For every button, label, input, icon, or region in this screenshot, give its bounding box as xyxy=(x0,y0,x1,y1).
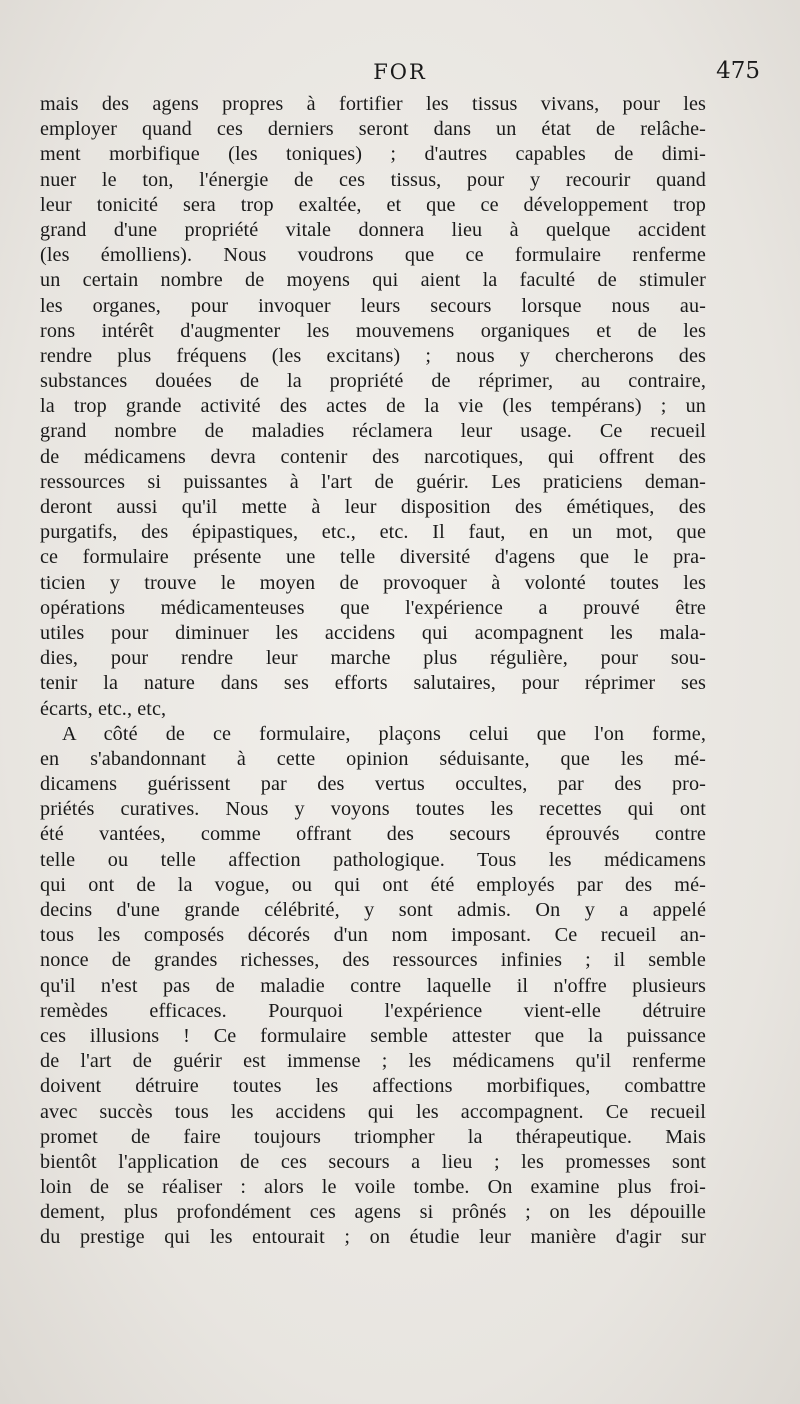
text-line: nuer le ton, l'énergie de ces tissus, pour y recourir quand xyxy=(40,168,706,191)
text-line: ce formulaire présente une telle diversité d'agens que le pra- xyxy=(40,546,706,569)
text-line: deront aussi qu'il mette à leur disposition des émétiques, des xyxy=(40,496,706,518)
text-line: doivent détruire toutes les affections morbifiques, combattre xyxy=(40,1075,706,1098)
text-line: mais des agens propres à fortifier les tissus vivans, pour les xyxy=(40,93,706,115)
body-text xyxy=(40,92,706,1251)
text-line: rendre plus fréquens (les excitans) ; nous y chercherons des xyxy=(40,344,706,367)
text-line: promet de faire toujours triompher la thérapeutique. Mais xyxy=(40,1125,706,1148)
paragraph-start-line: A côté de ce formulaire, plaçons celui que l'on forme, xyxy=(62,722,706,745)
text-line: telle ou telle affection pathologique. Tous les médicamens xyxy=(40,848,706,871)
text-line: les organes, pour invoquer leurs secours lorsque nous au- xyxy=(40,294,706,317)
text-line: qu'il n'est pas de maladie contre laquelle il n'offre plusieurs xyxy=(40,974,706,997)
text-line: été vantées, comme offrant des secours éprouvés contre xyxy=(40,823,706,846)
text-line: de médicamens devra contenir des narcotiques, qui offrent des xyxy=(40,445,706,468)
text-line: tenir la nature dans ses efforts salutaires, pour réprimer ses xyxy=(40,672,706,695)
text-line: tous les composés décorés d'un nom imposant. Ce recueil an- xyxy=(40,924,706,947)
text-line: dies, pour rendre leur marche plus régulière, pour sou- xyxy=(40,647,706,670)
text-line: employer quand ces derniers seront dans un état de relâche- xyxy=(40,118,706,141)
text-line: qui ont de la vogue, ou qui ont été employés par des mé- xyxy=(40,873,706,896)
text-line: en s'abandonnant à cette opinion séduisante, que les mé- xyxy=(40,747,706,770)
text-line: bientôt l'application de ces secours a lieu ; les promesses sont xyxy=(40,1150,706,1173)
text-line: purgatifs, des épipastiques, etc., etc. Il faut, en un mot, que xyxy=(40,521,706,544)
text-line: la trop grande activité des actes de la vie (les tempérans) ; un xyxy=(40,395,706,418)
text-line: grand d'une propriété vitale donnera lieu à quelque accident xyxy=(40,218,706,241)
text-line: ressources si puissantes à l'art de guérir. Les praticiens deman- xyxy=(40,470,706,493)
text-line: utiles pour diminuer les accidens qui acompagnent les mala- xyxy=(40,621,706,644)
text-line: leur tonicité sera trop exaltée, et que ce développement trop xyxy=(40,193,706,216)
text-line: substances douées de la propriété de réprimer, au contraire, xyxy=(40,370,706,393)
text-line: ment morbifique (les toniques) ; d'autres capables de dimi- xyxy=(40,143,706,166)
text-line: opérations médicamenteuses que l'expérience a prouvé être xyxy=(40,596,706,619)
text-line: remèdes efficaces. Pourquoi l'expérience vient-elle détruire xyxy=(40,999,706,1022)
text-line: de l'art de guérir est immense ; les médicamens qu'il renferme xyxy=(40,1050,706,1073)
page-header xyxy=(40,58,760,92)
paragraph-end-line: écarts, etc., etc, xyxy=(40,697,167,720)
text-line: un certain nombre de moyens qui aient la faculté de stimuler xyxy=(40,269,706,292)
text-line: du prestige qui les entourait ; on étudie leur manière d'agir sur xyxy=(40,1226,706,1249)
text-line: ces illusions ! Ce formulaire semble attester que la puissance xyxy=(40,1024,706,1047)
text-line: dicamens guérissent par des vertus occultes, par des pro- xyxy=(40,773,706,796)
text-line: avec succès tous les accidens qui les accompagnent. Ce recueil xyxy=(40,1100,706,1123)
text-line: dement, plus profondément ces agens si prônés ; on les dépouille xyxy=(40,1201,706,1224)
page-number: 475 xyxy=(716,58,760,84)
text-line: rons intérêt d'augmenter les mouvemens organiques et de les xyxy=(40,319,706,342)
text-line: nonce de grandes richesses, des ressources infinies ; il semble xyxy=(40,949,706,972)
text-line: grand nombre de maladies réclamera leur usage. Ce recueil xyxy=(40,420,706,443)
running-head: FOR xyxy=(373,60,427,84)
text-line: ticien y trouve le moyen de provoquer à volonté toutes les xyxy=(40,571,706,594)
text-line: priétés curatives. Nous y voyons toutes les recettes qui ont xyxy=(40,798,706,821)
text-line: loin de se réaliser : alors le voile tombe. On examine plus froi- xyxy=(40,1176,706,1199)
text-line: decins d'une grande célébrité, y sont admis. On y a appelé xyxy=(40,899,706,921)
text-line: (les émolliens). Nous voudrons que ce formulaire renferme xyxy=(40,244,706,267)
